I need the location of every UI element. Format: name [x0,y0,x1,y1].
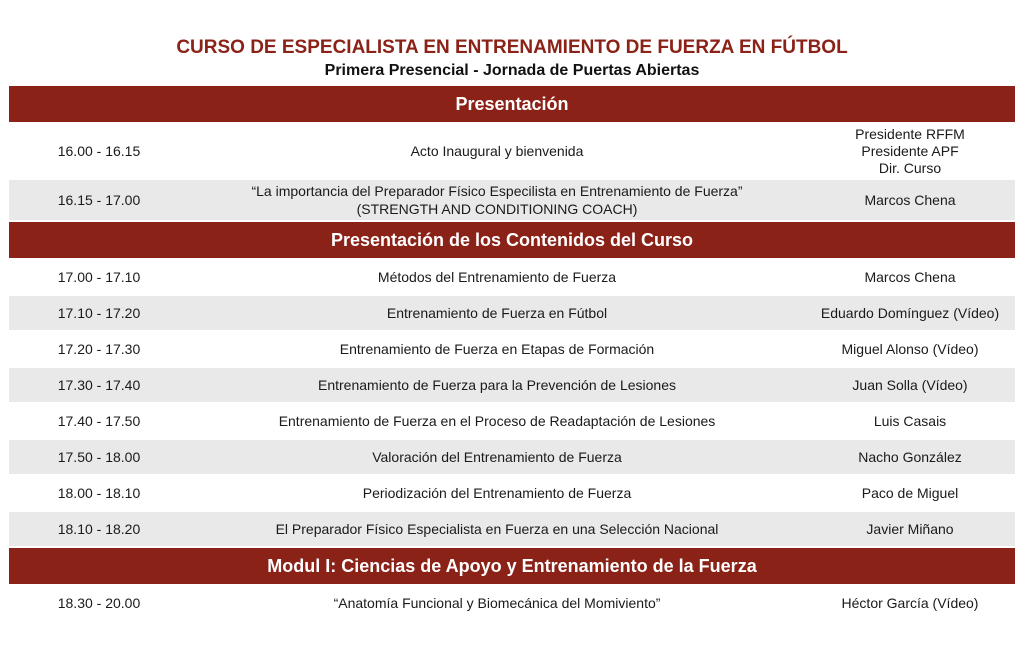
row-time: 17.10 - 17.20 [57,305,141,321]
speaker-line: Presidente APF [861,142,959,159]
speaker-line: Eduardo Domínguez (Vídeo) [820,304,1000,321]
row-time: 18.00 - 18.10 [57,485,141,501]
row-topic [189,340,805,358]
row-time: 17.00 - 17.10 [57,269,141,285]
topic-line: Periodización del Entrenamiento de Fuerza [362,485,632,501]
topic-line: “Anatomía Funcional y Biomecánica del Momiviento” [333,595,661,611]
row-speaker [805,485,1015,502]
row-topic [189,268,805,286]
section-header: Presentación [9,86,1015,122]
speaker-line: Presidente RFFM [855,125,965,142]
document-subtitle: Primera Presencial - Jornada de Puertas Abiertas [324,62,700,79]
row-speaker [805,305,1015,322]
topic-line: Valoración del Entrenamiento de Fuerza [372,449,622,465]
row-speaker [805,126,1015,177]
section-header: Modul I: Ciencias de Apoyo y Entrenamiento de la Fuerza [9,548,1015,584]
row-topic [189,376,805,394]
topic-line: Entrenamiento de Fuerza en el Proceso de Readaptación de Lesiones [278,413,716,429]
schedule-row [9,586,1015,620]
section-header: Presentación de los Contenidos del Curso [9,222,1015,258]
row-speaker [805,341,1015,358]
schedule-row [9,296,1015,330]
speaker-line: Héctor García (Vídeo) [841,594,979,611]
row-time: 17.40 - 17.50 [57,413,141,429]
row-topic [189,182,805,218]
topic-line: El Preparador Físico Especialista en Fuerza en una Selección Nacional [275,521,719,537]
schedule-row [9,260,1015,294]
topic-line: Métodos del Entrenamiento de Fuerza [377,269,617,285]
speaker-line: Marcos Chena [864,191,956,208]
topic-line: Entrenamiento de Fuerza en Etapas de Formación [339,341,655,357]
row-speaker [805,521,1015,538]
row-speaker [805,269,1015,286]
speaker-line: Nacho González [858,448,962,465]
speaker-line: Marcos Chena [864,268,956,285]
schedule-row [9,404,1015,438]
row-speaker [805,192,1015,209]
row-time: 18.30 - 20.00 [57,595,141,611]
row-speaker [805,595,1015,612]
row-topic [189,142,805,160]
topic-line: Entrenamiento de Fuerza para la Prevención de Lesiones [318,377,676,393]
topic-line: (STRENGTH AND CONDITIONING COACH) [356,201,638,217]
schedule-table [9,86,1015,620]
topic-line: Entrenamiento de Fuerza en Fútbol [386,305,608,321]
row-speaker [805,377,1015,394]
schedule-row [9,180,1015,220]
speaker-line: Juan Solla (Vídeo) [852,376,968,393]
speaker-line: Miguel Alonso (Vídeo) [841,340,979,357]
speaker-line: Paco de Miguel [861,484,959,501]
speaker-line: Luis Casais [873,412,947,429]
schedule-row [9,124,1015,178]
row-time: 18.10 - 18.20 [57,521,141,537]
row-topic [189,520,805,538]
schedule-row [9,476,1015,510]
schedule-row [9,332,1015,366]
topic-line: Acto Inaugural y bienvenida [410,143,584,159]
row-topic [189,484,805,502]
row-topic [189,412,805,430]
row-topic [189,448,805,466]
row-time: 16.00 - 16.15 [57,143,141,159]
row-time: 17.50 - 18.00 [57,449,141,465]
row-time: 17.20 - 17.30 [57,341,141,357]
row-speaker [805,413,1015,430]
row-time: 17.30 - 17.40 [57,377,141,393]
schedule-row [9,368,1015,402]
row-topic [189,594,805,612]
document-title: CURSO DE ESPECIALISTA EN ENTRENAMIENTO DE FUERZA EN FÚTBOL [176,37,848,58]
speaker-line: Dir. Curso [878,159,942,176]
topic-line: “La importancia del Preparador Físico Especilista en Entrenamiento de Fuerza” [251,183,743,199]
row-topic [189,304,805,322]
schedule-row [9,440,1015,474]
schedule-row [9,512,1015,546]
speaker-line: Javier Miñano [866,520,954,537]
row-speaker [805,449,1015,466]
row-time: 16.15 - 17.00 [57,192,141,208]
